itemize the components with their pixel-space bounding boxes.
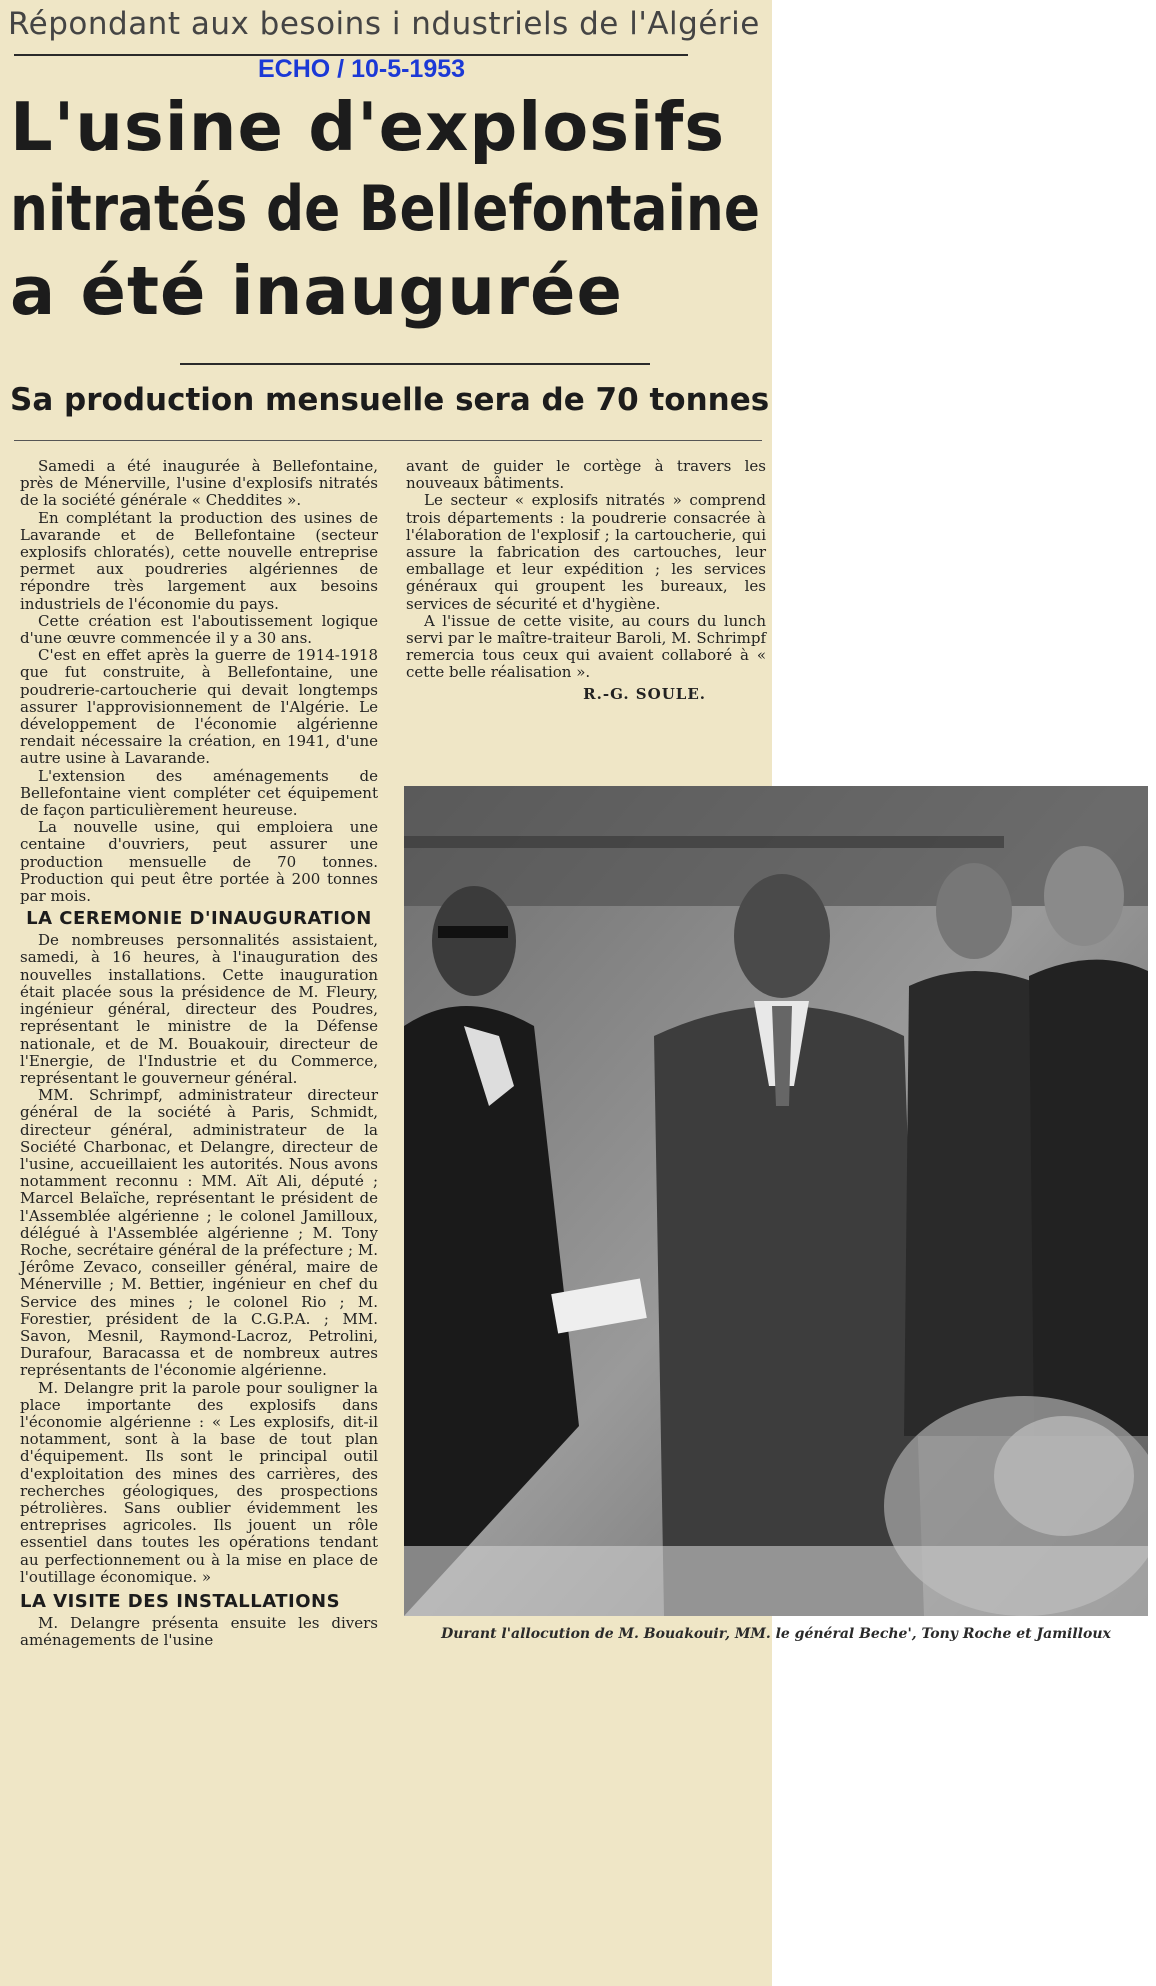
paragraph: En complétant la production des usines de Lavarande et de Bellefontaine (secteur explosifs chloratés), cette nouvelle entreprise permet aux poudreries algériennes de répondre très largement aux besoins industriels de l'économie du pays. bbox=[20, 508, 378, 613]
headline-line-3: a été inaugurée bbox=[10, 252, 623, 330]
section-heading-ceremony: LA CEREMONIE D'INAUGURATION bbox=[26, 908, 372, 930]
paragraph: L'extension des aménagements de Bellefontaine vient compléter cet équipement de façon particulièrement heureuse. bbox=[20, 766, 378, 820]
headline-rule bbox=[180, 363, 650, 365]
paragraph: MM. Schrimpf, administrateur directeur général de la société à Paris, Schmidt, directeur général, administrateur de la Société Charbonac, et Delangre, directeur de l'usine, accueillaient les autorités. Nous avons notamment reconnu : MM. Aït Ali, député ; Marcel Belaïche, représentant le président de l'Assemblée algérienne ; le colonel Jamilloux, délégué à l'Assemblée algérienne ; M. Tony Roche, secrétaire général de la préfecture ; M. Jérôme Zevaco, conseiller général, maire de Ménerville ; M. Bettier, ingénieur en chef du Service des mines ; le colonel Rio ; M. Forestier, président de la C.G.P.A. ; MM. Savon, Mesnil, Raymond-Lacroz, Petrolini, Durafour, Baracassa et de nombreux autres représentants de l'économie algérienne. bbox=[20, 1086, 378, 1380]
paragraph: La nouvelle usine, qui emploiera une centaine d'ouvriers, peut assurer une production mensuelle de 70 tonnes. Production qui peut être portée à 200 tonnes par mois. bbox=[20, 818, 378, 906]
article-column-1 bbox=[20, 458, 378, 1649]
paragraph: M. Delangre prit la parole pour souligner la place importante des explosifs dans l'économie algérienne : « Les explosifs, dit-il notamment, sont à la base de tout plan d'équipement. Ils sont le principal outil d'exploitation des mines des carrières, des recherches géologiques, des prospections pétrolières. Sans oublier évidemment les entreprises agricoles. Ils jouent un rôle essentiel dans toutes les opérations tendant au perfectionnement ou à la mise en place de l'outillage économique. » bbox=[20, 1378, 378, 1586]
paragraph: A l'issue de cette visite, au cours du lunch servi par le maître-traiteur Baroli, M. Schrimpf remercia tous ceux qui avaient collaboré à « cette belle réalisation ». bbox=[406, 611, 766, 682]
paragraph: avant de guider le cortège à travers les nouveaux bâtiments. bbox=[406, 457, 766, 493]
article-column-2 bbox=[406, 458, 766, 703]
source-label: ECHO / 10-5-1953 bbox=[258, 55, 466, 83]
subhead-rule bbox=[14, 440, 762, 441]
paragraph: C'est en effet après la guerre de 1914-1918 que fut construite, à Bellefontaine, une poudrerie-cartoucherie qui devait longtemps assurer l'approvisionnement de l'Algérie. Le développement de l'économie algérienne rendait nécessaire la création, en 1941, d'une autre usine à Lavarande. bbox=[20, 646, 378, 768]
headline-line-2: nitratés de Bellefontaine bbox=[10, 172, 761, 245]
paragraph: M. Delangre présenta ensuite les divers aménagements de l'usine bbox=[20, 1614, 378, 1650]
photo-caption: Durant l'allocution de M. Bouakouir, MM. le général Beche', Tony Roche et Jamilloux bbox=[441, 1626, 1111, 1642]
paragraph: Cette création est l'aboutissement logique d'une œuvre commencée il y a 30 ans. bbox=[20, 611, 378, 648]
paragraph: Samedi a été inaugurée à Bellefontaine, près de Ménerville, l'usine d'explosifs nitratés de la société générale « Cheddites ». bbox=[20, 457, 378, 510]
headline-line-1: L'usine d'explosifs bbox=[10, 88, 726, 166]
author-signature: R.-G. SOULE. bbox=[583, 684, 706, 703]
kicker-line: Répondant aux besoins i ndustriels de l'Algérie bbox=[8, 6, 760, 42]
section-heading-visit: LA VISITE DES INSTALLATIONS bbox=[20, 1591, 341, 1612]
headline bbox=[10, 86, 772, 332]
paragraph: De nombreuses personnalités assistaient, samedi, à 16 heures, à l'inauguration des nouvelles installations. Cette inauguration était placée sous la présidence de M. Fleury, ingénieur général, directeur des Poudres, représentant le ministre de la Défense nationale, et de M. Bouakouir, directeur de l'Energie, de l'Industrie et du Commerce, représentant le gouverneur général. bbox=[20, 931, 378, 1087]
subheadline: Sa production mensuelle sera de 70 tonnes bbox=[10, 382, 770, 418]
photo-illustration bbox=[404, 786, 1148, 1616]
paragraph: Le secteur « explosifs nitratés » comprend trois départements : la poudrerie consacrée à l'élaboration de l'explosif ; la cartoucherie, qui assure la fabrication des cartouches, leur emballage et leur expédition ; les services généraux qui groupent les bureaux, les services de sécurité et d'hygiène. bbox=[406, 491, 766, 613]
inauguration-photo bbox=[404, 786, 1148, 1616]
